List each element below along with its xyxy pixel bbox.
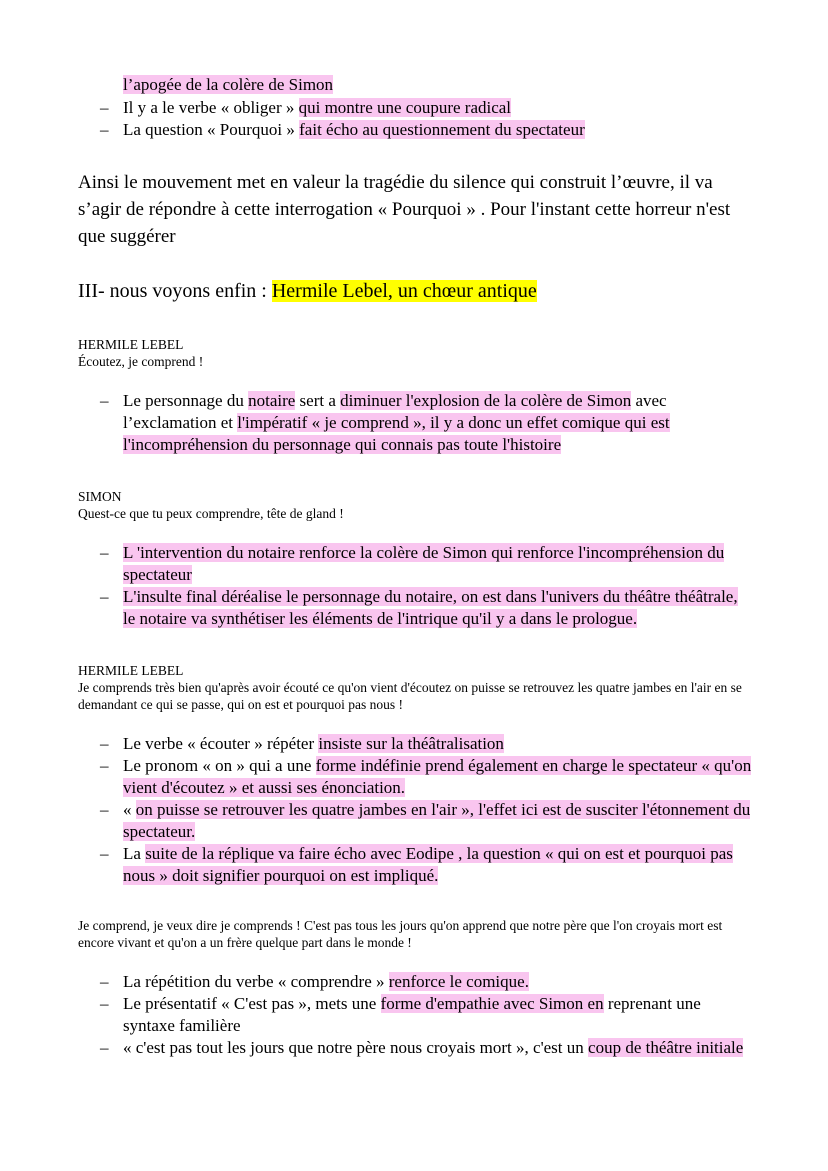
bullet-item [78, 390, 752, 456]
bullet-text [123, 1038, 743, 1057]
text-run: avec l’exclamation et [123, 391, 667, 432]
bullet-text [123, 800, 750, 841]
bullet-text [123, 844, 733, 885]
highlighted-text: notaire [248, 391, 296, 410]
bullet-dash-marker: – [100, 844, 109, 863]
highlighted-text: L 'intervention du notaire renforce la colère de Simon qui renforce l'incompréhension du spectateur [123, 543, 725, 584]
bullet-item [78, 799, 752, 843]
bullet-item [78, 1037, 752, 1059]
bullet-item [78, 542, 752, 586]
paragraph [78, 169, 752, 250]
bullet-dash-marker: – [100, 972, 109, 991]
bullet-dash-marker: – [100, 120, 109, 139]
highlighted-text: l’apogée de la colère de Simon [123, 75, 334, 94]
text-run: Le personnage du [123, 391, 249, 410]
bullet-item [78, 733, 752, 755]
bullet-item [78, 971, 752, 993]
text-run: La question « Pourquoi » [123, 120, 300, 139]
bullet-dash-marker: – [100, 98, 109, 117]
speech-block [78, 336, 752, 370]
text-run: III- nous voyons enfin : [78, 280, 272, 302]
highlighted-text: insiste sur la théâtralisation [318, 734, 504, 753]
highlighted-text: forme indéfinie prend également en charge le spectateur « qu'on vient d'écoutez » et aussi ses énonciation. [123, 756, 752, 797]
bullet-item [78, 97, 752, 119]
highlighted-text: forme d'empathie avec Simon en [380, 994, 604, 1013]
text-run: sert a [295, 391, 341, 410]
text-run: La [123, 844, 146, 863]
bullet-list [78, 971, 752, 1059]
highlighted-text: Hermile Lebel, un chœur antique [271, 280, 537, 302]
text-run: Ainsi le mouvement met en valeur la tragédie du silence qui construit l’œuvre, il va s’agir de répondre à cette interrogation « Pourquoi » . Pour l'instant cette horreur n'est que suggérer [78, 172, 731, 247]
highlighted-text: l'impératif « je comprend », il y a donc un effet comique qui est l'incompréhension du personnage qui connais pas toute l'histoire [123, 413, 670, 454]
text-run: Je comprends très bien qu'après avoir écouté ce qu'on vient d'écoutez on puisse se retrouvez les quatre jambes en l'air en se demandant ce qui se passe, qui on est et pourquoi pas nous ! [78, 680, 742, 712]
bullet-text [123, 734, 504, 753]
text-run: « [123, 800, 136, 819]
text-run: « c'est pas tout les jours que notre père nous croyais mort », c'est un [123, 1038, 589, 1057]
highlighted-text: fait écho au questionnement du spectateur [299, 120, 585, 139]
highlighted-text: L'insulte final déréalise le personnage du notaire, on est dans l'univers du théâtre théâtrale, le notaire va synthétiser les éléments de l'intrique qu'il y a dans le prologue. [123, 587, 738, 628]
highlighted-text: qui montre une coupure radical [298, 98, 512, 117]
highlighted-text: diminuer l'explosion de la colère de Simon [340, 391, 632, 410]
speaker-name: SIMON [78, 489, 122, 504]
bullet-list [78, 390, 752, 456]
bullet-text [123, 972, 529, 991]
speech-block [78, 488, 752, 522]
highlighted-text: renforce le comique. [388, 972, 529, 991]
text-run: Le verbe « écouter » répéter [123, 734, 319, 753]
text-run: reprenant une syntaxe familière [123, 994, 701, 1035]
bullet-list [78, 97, 752, 141]
bullet-dash-marker: – [100, 734, 109, 753]
text-run: Quest-ce que tu peux comprendre, tête de gland ! [78, 506, 344, 521]
speech-text [78, 353, 752, 370]
bullet-text [123, 587, 738, 628]
speaker-name: HERMILE LEBEL [78, 337, 184, 352]
bullet-dash-marker: – [100, 1038, 109, 1057]
bullet-text [123, 391, 670, 454]
bullet-dash-marker: – [100, 800, 109, 819]
speaker-name: HERMILE LEBEL [78, 663, 184, 678]
bullet-item [78, 993, 752, 1037]
highlighted-text: coup de théâtre initiale [588, 1038, 744, 1057]
bullet-dash-marker: – [100, 587, 109, 606]
speech-text [78, 505, 752, 522]
text-run: Il y a le verbe « obliger » [123, 98, 299, 117]
bullet-item [78, 843, 752, 887]
bullet-dash-marker: – [100, 391, 109, 410]
bullet-list [78, 733, 752, 887]
speech-text [78, 679, 752, 713]
bullet-dash-marker: – [100, 756, 109, 775]
bullet-dash-marker: – [100, 994, 109, 1013]
bullet-text [123, 98, 511, 117]
bullet-text [123, 543, 724, 584]
text-run: Je comprend, je veux dire je comprends ! C'est pas tous les jours qu'on apprend que notre père que l'on croyais mort est encore vivant et qu'on a un frère quelque part dans le monde ! [78, 918, 723, 950]
bullet-text [123, 756, 751, 797]
text-run: Écoutez, je comprend ! [78, 354, 204, 369]
bullet-item [78, 119, 752, 141]
speech-block [78, 662, 752, 713]
speech-paragraph [78, 917, 752, 951]
text-run: Le présentatif « C'est pas », mets une [123, 994, 381, 1013]
paragraph-continuation [123, 74, 752, 96]
text-run: Le pronom « on » qui a une [123, 756, 316, 775]
bullet-list [78, 542, 752, 630]
bullet-item [78, 586, 752, 630]
bullet-text [123, 120, 585, 139]
highlighted-text: on puisse se retrouver les quatre jambes en l'air », l'effet ici est de susciter l'étonnement du spectateur. [123, 800, 751, 841]
section-heading [78, 278, 752, 304]
bullet-dash-marker: – [100, 543, 109, 562]
bullet-item [78, 755, 752, 799]
bullet-text [123, 994, 701, 1035]
text-run: La répétition du verbe « comprendre » [123, 972, 389, 991]
highlighted-text: suite de la réplique va faire écho avec Eodipe , la question « qui on est et pourquoi pas nous » doit signifier pourquoi on est impliqué. [123, 844, 733, 885]
